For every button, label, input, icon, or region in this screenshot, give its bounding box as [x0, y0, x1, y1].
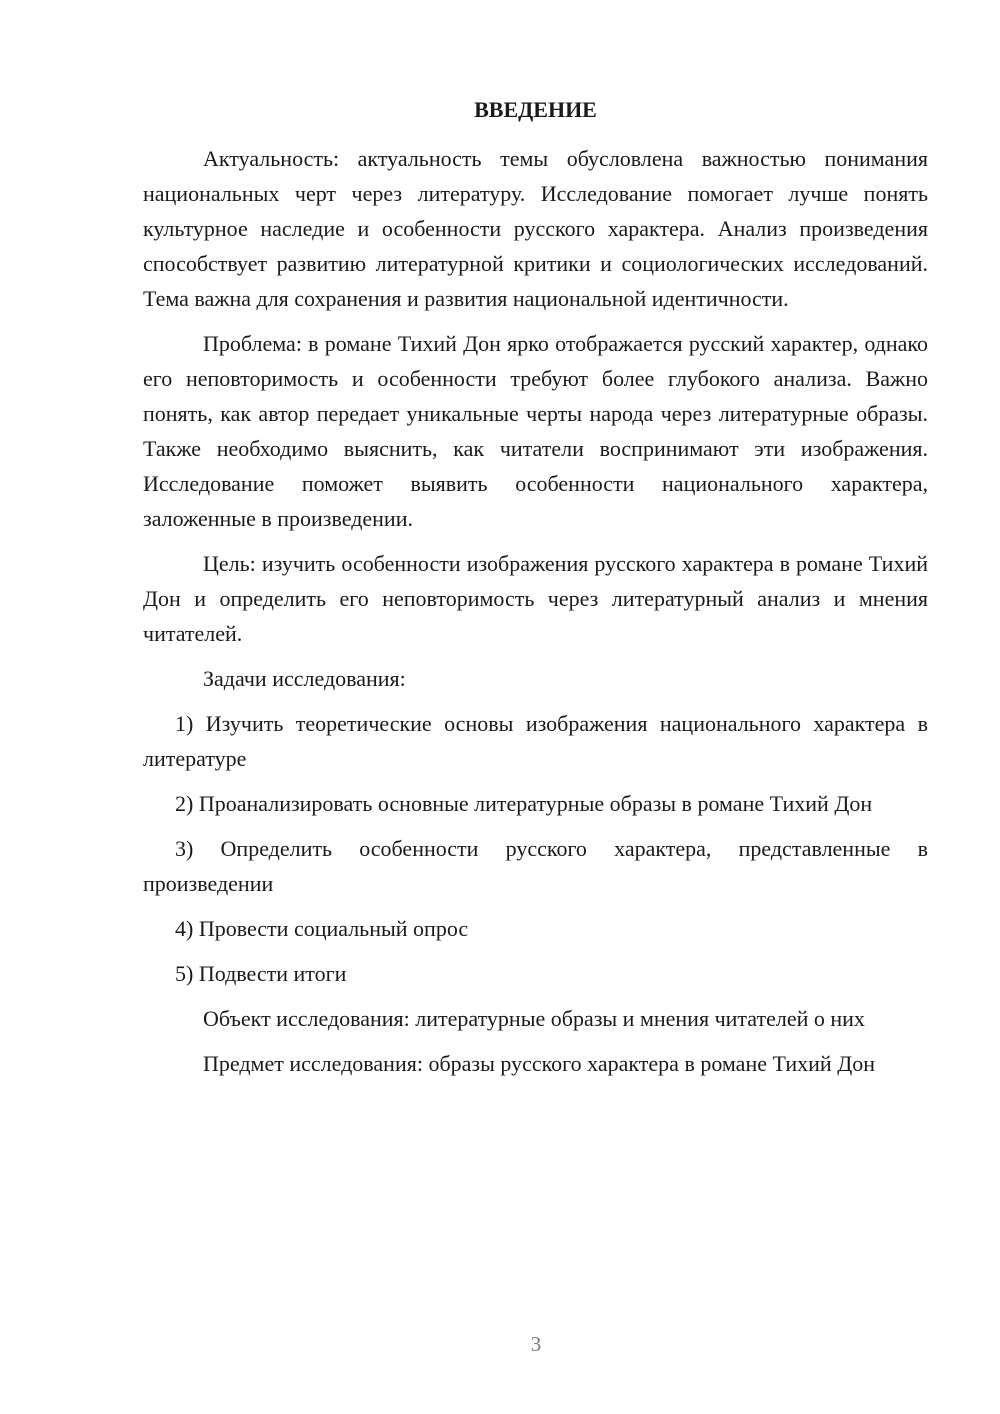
page-number: 3 — [530, 1332, 542, 1356]
task-item-2: 2) Проанализировать основные литературные образы в романе Тихий Дон — [175, 791, 873, 816]
tasks-title: Задачи исследования: — [203, 666, 406, 691]
task-item-4: 4) Провести социальный опрос — [175, 916, 469, 941]
section-heading: ВВЕДЕНИЕ — [474, 97, 597, 122]
object-paragraph: Объект исследования: литературные образы и мнения читателей о них — [203, 1006, 865, 1031]
subject-paragraph: Предмет исследования: образы русского характера в романе Тихий Дон — [203, 1051, 875, 1076]
document-page — [143, 92, 928, 1091]
goal-paragraph: Цель: изучить особенности изображения русского характера в романе Тихий Дон и определить его неповторимость через литературный анализ и мнения читателей. — [143, 551, 928, 646]
task-item-1: 1) Изучить теоретические основы изображения национального характера в литературе — [143, 711, 928, 771]
relevance-paragraph: Актуальность: актуальность темы обусловлена важностью понимания национальных черт через литературу. Исследование помогает лучше понять культурное наследие и особенности русского характера. Анализ произведения способствует развитию литературной критики и социологических исследований. Тема важна для сохранения и развития национальной идентичности. — [143, 146, 928, 311]
tasks-list — [143, 706, 928, 991]
task-item-5: 5) Подвести итоги — [175, 961, 347, 986]
task-item-3: 3) Определить особенности русского характера, представленные в произведении — [143, 836, 928, 896]
problem-paragraph: Проблема: в романе Тихий Дон ярко отображается русский характер, однако его неповторимость и особенности требуют более глубокого анализа. Важно понять, как автор передает уникальные черты народа через литературные образы. Также необходимо выяснить, как читатели воспринимают эти изображения. Исследование поможет выявить особенности национального характера, заложенные в произведении. — [143, 331, 928, 531]
